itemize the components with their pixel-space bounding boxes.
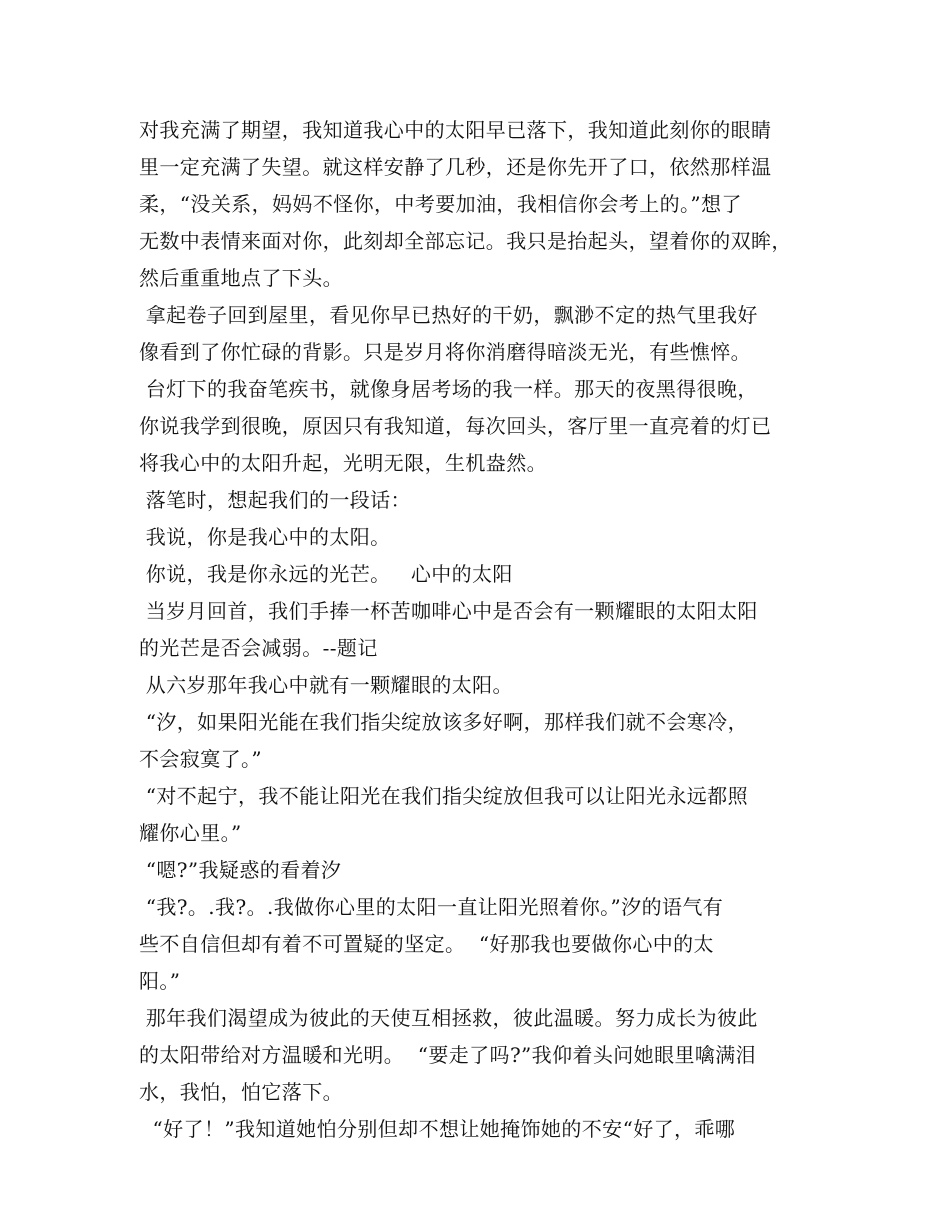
text-line: “嗯?”我疑惑的看着汐: [139, 858, 342, 882]
essay-text: [139, 112, 819, 1148]
text-line: “好了！”我知道她怕分别但却不想让她掩饰她的不安“好了，乖哪: [139, 1117, 736, 1141]
text-line: 像看到了你忙碌的背影。只是岁月将你消磨得暗淡无光，有些憔悴。: [139, 340, 751, 364]
text-line: 拿起卷子回到屋里，看见你早已热好的干奶，飘渺不定的热气里我好: [139, 303, 758, 327]
text-line: 我说，你是我心中的太阳。: [139, 525, 391, 549]
text-line: 对我充满了期望，我知道我心中的太阳早已落下，我知道此刻你的眼睛: [139, 118, 772, 142]
text-line: 当岁月回首，我们手捧一杯苦咖啡心中是否会有一颗耀眼的太阳太阳: [139, 599, 758, 623]
text-line: 你说，我是你永远的光芒。 心中的太阳: [139, 562, 513, 586]
text-line: 那年我们渴望成为彼此的天使互相拯救，彼此温暖。努力成长为彼此: [139, 1006, 758, 1030]
text-line: 将我心中的太阳升起，光明无限，生机盎然。: [139, 451, 547, 475]
text-line: 无数中表情来面对你，此刻却全部忘记。我只是抬起头，望着你的双眸，: [139, 229, 792, 253]
text-line: 阳。”: [139, 969, 181, 993]
text-line: 从六岁那年我心中就有一颗耀眼的太阳。: [139, 673, 513, 697]
text-line: 耀你心里。”: [139, 821, 242, 845]
text-line: 落笔时，想起我们的一段话：: [139, 488, 411, 512]
text-line: “我?。.我?。.我做你心里的太阳一直让阳光照着你。”汐的语气有: [139, 895, 724, 919]
text-line: 水，我怕，怕它落下。: [139, 1080, 343, 1104]
text-line: 柔，“没关系，妈妈不怪你，中考要加油，我相信你会考上的。”想了: [139, 192, 742, 216]
text-line: 你说我学到很晚，原因只有我知道，每次回头，客厅里一直亮着的灯已: [139, 414, 772, 438]
text-line: 不会寂寞了。”: [139, 747, 263, 771]
text-line: 些不自信但却有着不可置疑的坚定。 “好那我也要做你心中的太: [139, 932, 714, 956]
text-line: “汐，如果阳光能在我们指尖绽放该多好啊，那样我们就不会寒冷，: [139, 710, 748, 734]
text-line: 里一定充满了失望。就这样安静了几秒，还是你先开了口，依然那样温: [139, 155, 772, 179]
text-line: 的太阳带给对方温暖和光明。 “要走了吗?”我仰着头问她眼里噙满泪: [139, 1043, 757, 1067]
text-line: 的光芒是否会减弱。--题记: [139, 636, 378, 660]
text-line: “对不起宁，我不能让阳光在我们指尖绽放但我可以让阳光永远都照: [139, 784, 748, 808]
text-line: 台灯下的我奋笔疾书，就像身居考场的我一样。那天的夜黑得很晚，: [139, 377, 758, 401]
text-line: 然后重重地点了下头。: [139, 266, 343, 290]
